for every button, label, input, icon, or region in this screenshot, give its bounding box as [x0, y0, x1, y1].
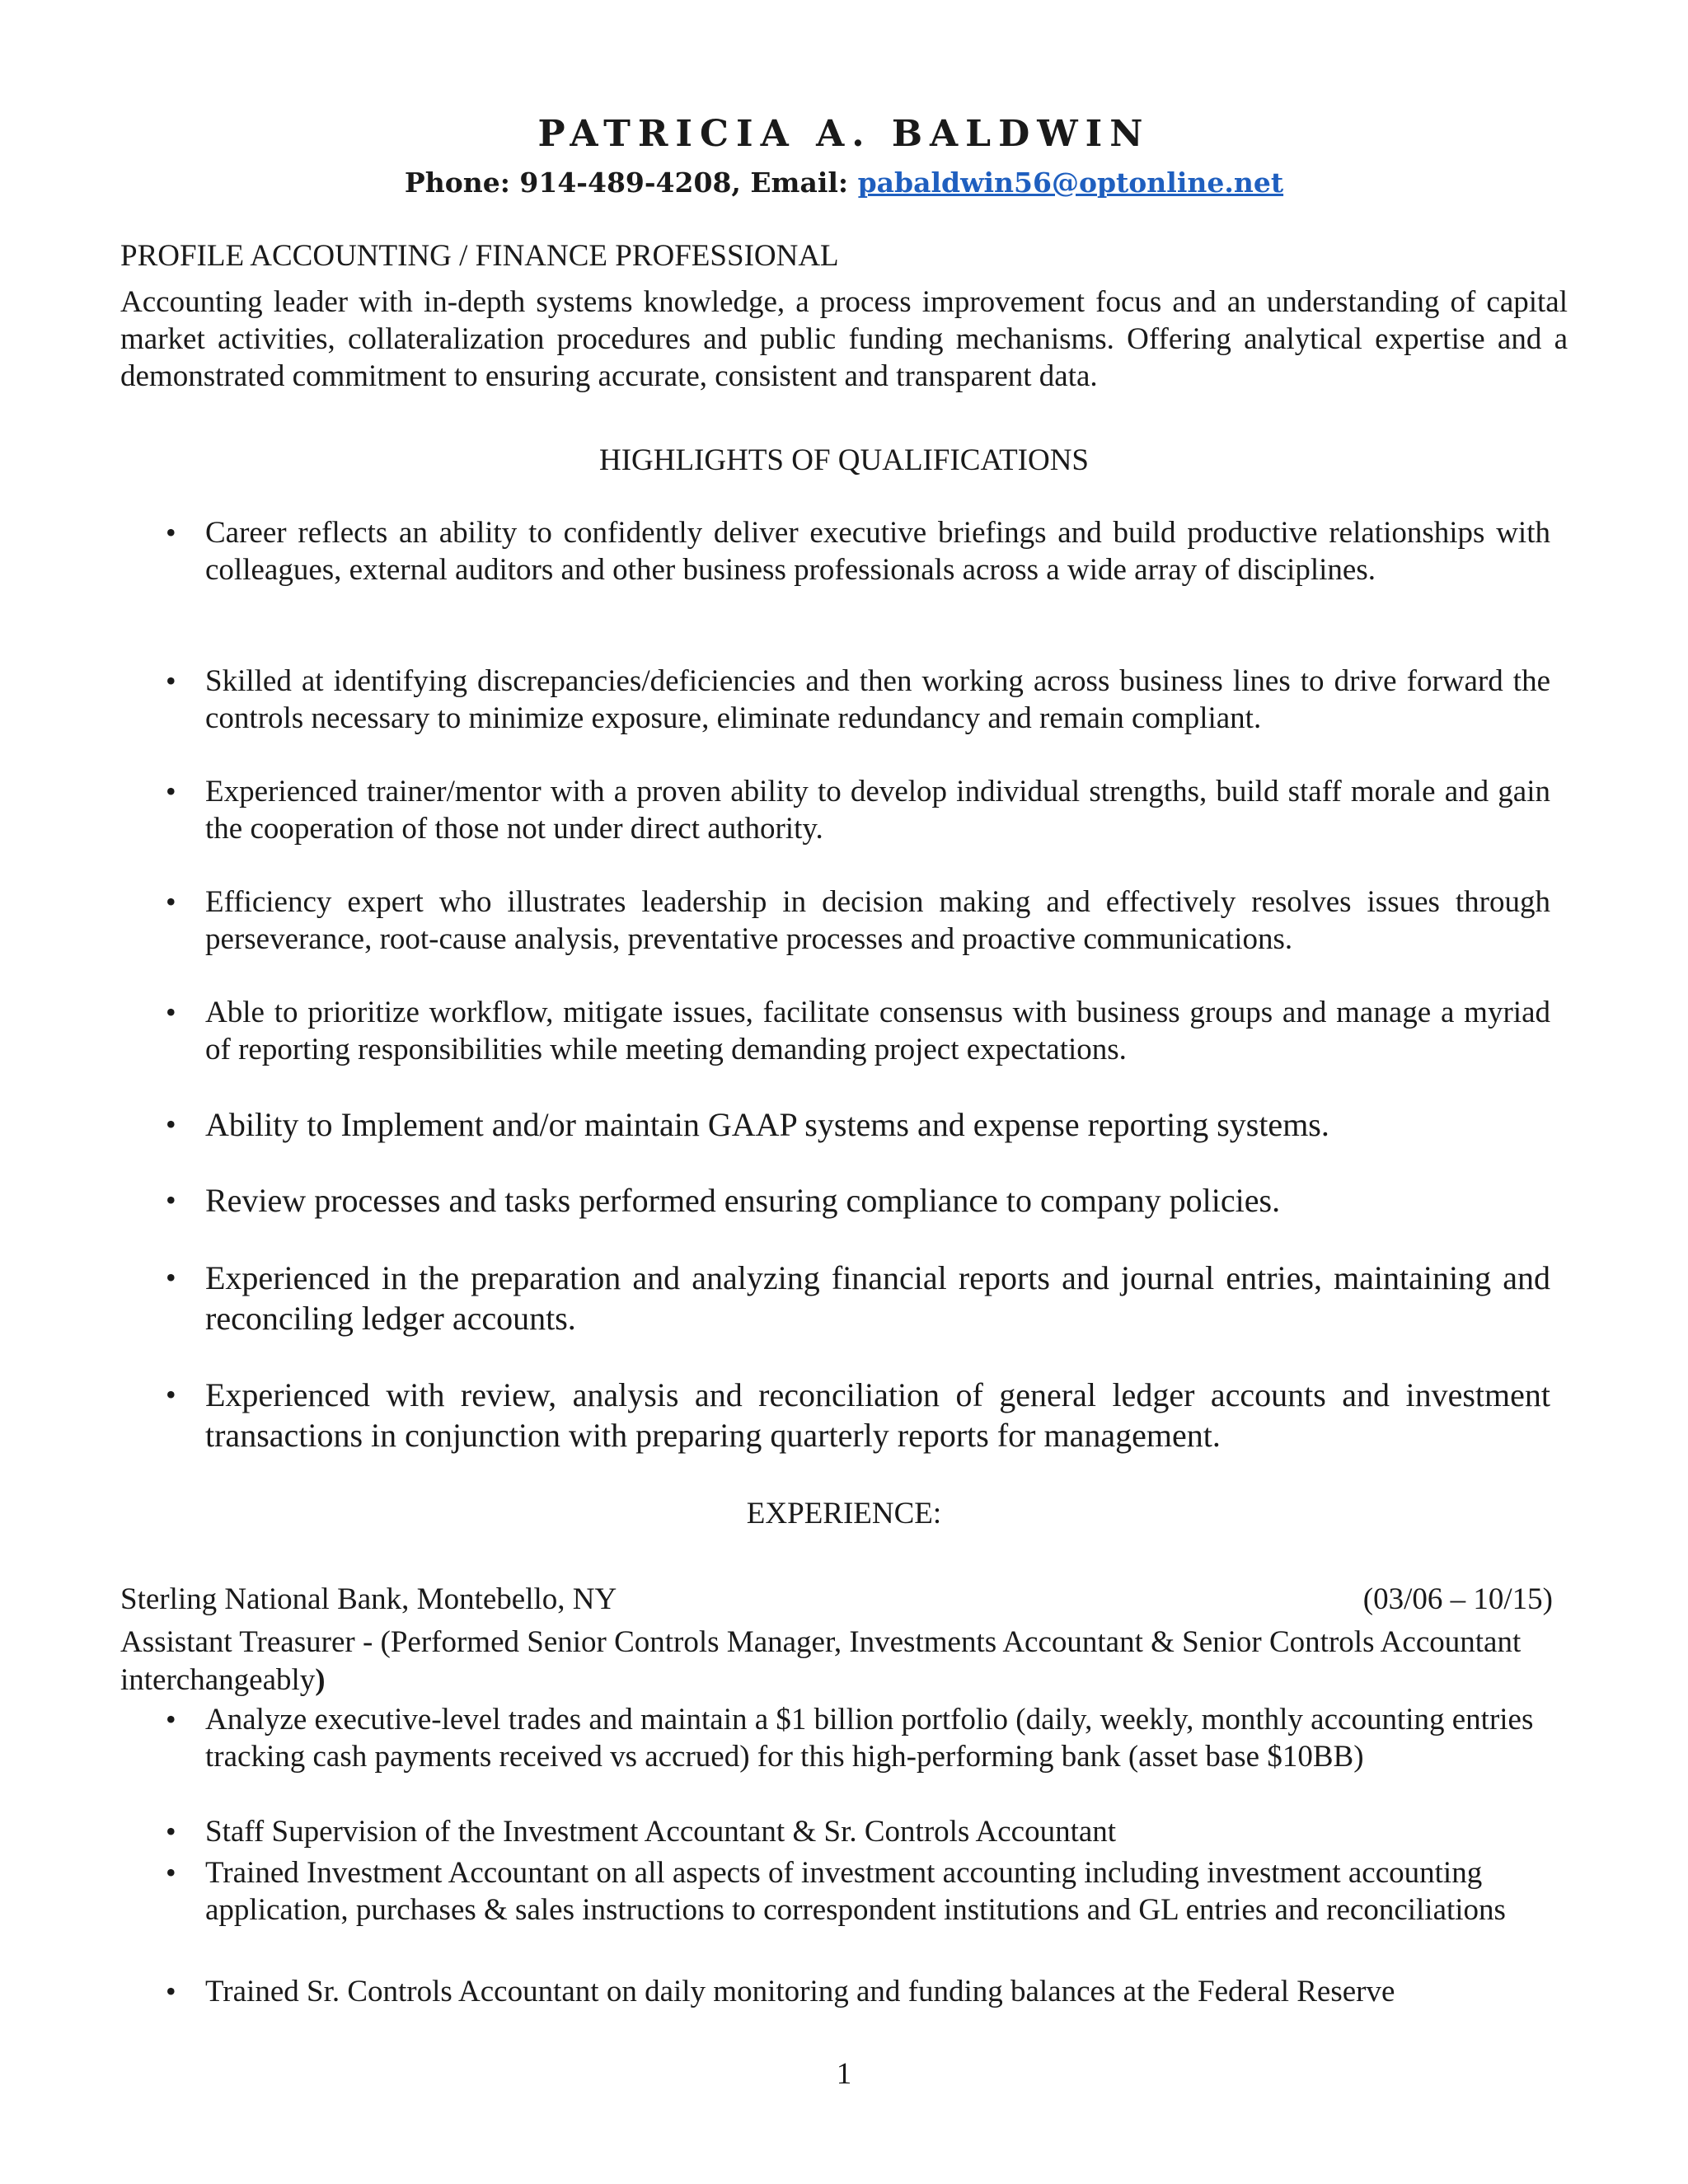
- list-item: [166, 994, 1550, 1068]
- experience-text: Analyze executive-level trades and maintain a $1 billion portfolio (daily, weekly, monthly accounting entries tracking cash payments received vs accrued) for this high-performing bank (asset base $10BB): [205, 1703, 1534, 1774]
- highlight-text: Ability to Implement and/or maintain GAAP systems and expense reporting systems.: [205, 1106, 1329, 1143]
- highlight-text: Able to prioritize workflow, mitigate issues, facilitate consensus with business groups and manage a myriad of reporting responsibilities while meeting demanding project expectations.: [205, 996, 1550, 1066]
- list-item: [166, 514, 1550, 588]
- candidate-name: PATRICIA A. BALDWIN: [537, 113, 1151, 155]
- highlight-text: Review processes and tasks performed ensuring compliance to company policies.: [205, 1182, 1281, 1219]
- bullet-icon: •: [166, 1975, 176, 2008]
- bullet-icon: •: [166, 885, 176, 918]
- job-title-text: Assistant Treasurer - (Performed Senior Controls Manager, Investments Accountant & Senior Controls Accountant interchangeably: [120, 1625, 1522, 1697]
- page-number: 1: [836, 2057, 852, 2091]
- list-item: [166, 773, 1550, 847]
- highlights-heading: HIGHLIGHTS OF QUALIFICATIONS: [598, 443, 1090, 477]
- contact-line: [0, 163, 1688, 203]
- list-item: [166, 1375, 1550, 1455]
- experience-heading: EXPERIENCE:: [746, 1497, 942, 1530]
- highlight-text: Experienced trainer/mentor with a proven ability to develop individual strengths, build staff morale and gain the cooperation of those not under direct authority.: [205, 775, 1550, 846]
- employer-name: Sterling National Bank, Montebello, NY: [120, 1582, 617, 1616]
- profile-summary: Accounting leader with in-depth systems knowledge, a process improvement focus and an understanding of capital market activities, collateralization procedures and public funding mechanisms. Offering analytical expertise and a demonstrated commitment to ensuring accurate, consistent and transparent data.: [120, 285, 1568, 393]
- experience-text: Trained Investment Accountant on all aspects of investment accounting including investment accounting application, purchases & sales instructions to correspondent institutions and GL entries and reconciliations: [205, 1856, 1506, 1927]
- list-item: [166, 1180, 1550, 1221]
- list-item: [166, 883, 1550, 958]
- email-link[interactable]: pabaldwin56@optonline.net: [857, 166, 1284, 199]
- job-title-paren: ): [315, 1663, 326, 1697]
- bullet-icon: •: [166, 1183, 176, 1216]
- bullet-icon: •: [166, 1815, 176, 1848]
- experience-text: Trained Sr. Controls Accountant on daily monitoring and funding balances at the Federal Reserve: [205, 1975, 1395, 2008]
- bullet-icon: •: [166, 775, 176, 808]
- list-item: [166, 1701, 1557, 1775]
- highlight-text: Career reflects an ability to confidently deliver executive briefings and build productive relationships with colleagues, external auditors and other business professionals across a wide array of disciplines.: [205, 516, 1550, 587]
- highlight-text: Experienced with review, analysis and reconciliation of general ledger accounts and investment transactions in conjunction with preparing quarterly reports for management.: [205, 1376, 1550, 1454]
- list-item: [166, 1973, 1557, 2010]
- highlight-text: Efficiency expert who illustrates leadership in decision making and effectively resolves issues through perseverance, root-cause analysis, preventative processes and proactive communications.: [205, 885, 1550, 956]
- employment-dates: (03/06 – 10/15): [1362, 1582, 1553, 1616]
- list-item: [166, 1104, 1550, 1145]
- bullet-icon: •: [166, 1856, 176, 1889]
- bullet-icon: •: [166, 1261, 176, 1294]
- highlight-text: Skilled at identifying discrepancies/deficiencies and then working across business lines to drive forward the controls necessary to minimize exposure, eliminate redundancy and remain compliant.: [205, 664, 1550, 735]
- bullet-icon: •: [166, 1108, 176, 1141]
- bullet-icon: •: [166, 1703, 176, 1736]
- experience-text: Staff Supervision of the Investment Accountant & Sr. Controls Accountant: [205, 1815, 1117, 1849]
- list-item: [166, 1813, 1557, 1850]
- highlight-text: Experienced in the preparation and analyzing financial reports and journal entries, maintaining and reconciling ledger accounts.: [205, 1259, 1550, 1337]
- job-title: [120, 1624, 1571, 1699]
- list-item: [166, 1258, 1550, 1338]
- bullet-icon: •: [166, 516, 176, 549]
- bullet-icon: •: [166, 996, 176, 1029]
- profile-heading: PROFILE ACCOUNTING / FINANCE PROFESSIONAL: [120, 239, 839, 273]
- bullet-icon: •: [166, 1378, 176, 1411]
- list-item: [166, 1854, 1557, 1929]
- bullet-icon: •: [166, 664, 176, 697]
- list-item: [166, 663, 1550, 737]
- contact-phone: Phone: 914-489-4208, Email:: [404, 166, 858, 199]
